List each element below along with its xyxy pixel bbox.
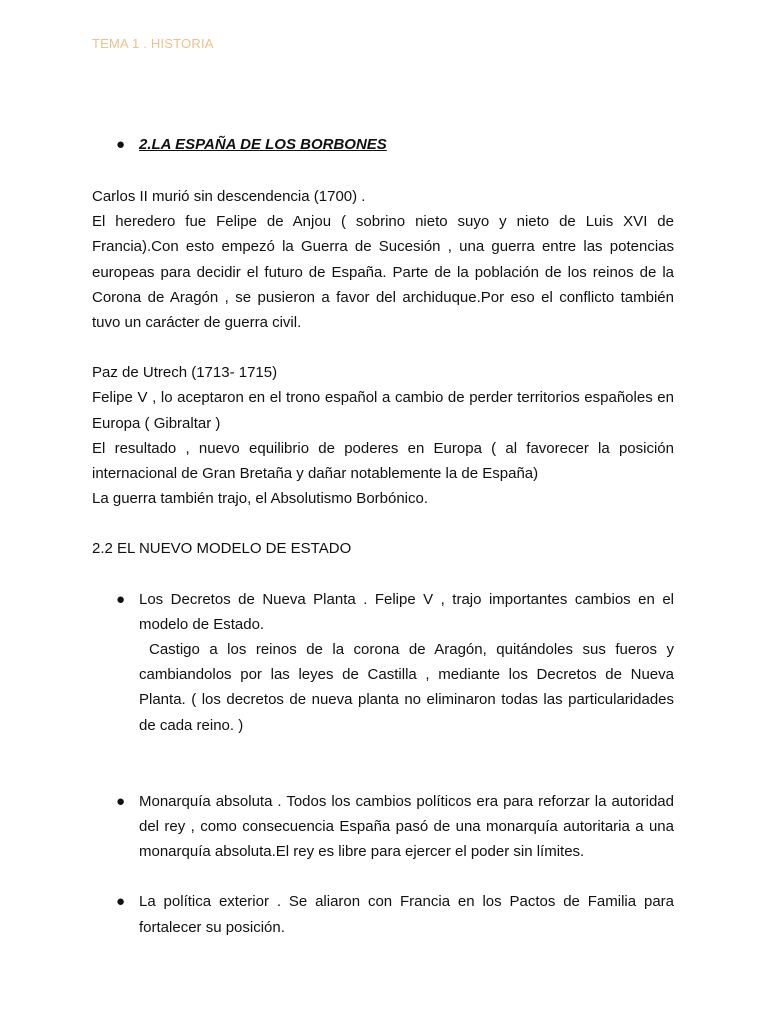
bullet-list <box>92 587 674 940</box>
section-title: 2.LA ESPAÑA DE LOS BORBONES <box>139 136 387 153</box>
paragraph-absolutismo: La guerra también trajo, el Absolutismo Borbónico. <box>92 490 429 508</box>
page-header: TEMA 1 . HISTORIA <box>92 36 214 51</box>
paragraph-heredero: El heredero fue Felipe de Anjou ( sobrino nieto suyo y nieto de Luis XVI de Francia).Con esto empezó la Guerra de Sucesión , una guerra entre las potencias europeas para decidir el futuro de España. Parte de la población de los reinos de la Corona de Aragón , se pusieron a favor del archiduque.Por eso el conflicto también tuvo un carácter de guerra civil. <box>92 213 674 332</box>
list-item <box>92 789 674 865</box>
spacer <box>92 738 674 789</box>
bullet-icon: ● <box>116 136 126 153</box>
spacer <box>92 511 674 536</box>
bullet-icon: ● <box>116 792 126 810</box>
list-item-text-continued: Castigo a los reinos de la corona de Aragón, quitándoles sus fueros y cambiandolos por las leyes de Castilla , mediante los Decretos de Nueva Planta. ( los decretos de nueva planta no eliminaron todas las particularidades de cada reino. ) <box>139 641 674 734</box>
section-heading: 2.2 EL NUEVO MODELO DE ESTADO <box>92 540 352 558</box>
spacer <box>92 335 674 360</box>
bullet-icon: ● <box>116 893 126 911</box>
bullet-icon: ● <box>116 590 126 608</box>
section-title-row <box>92 132 674 157</box>
document-body <box>92 132 674 940</box>
paragraph-felipe-v: Felipe V , lo aceptaron en el trono español a cambio de perder territorios españoles en Europa ( Gibraltar ) <box>92 389 674 432</box>
list-item <box>92 587 674 738</box>
list-item-text: Los Decretos de Nueva Planta . Felipe V , trajo importantes cambios en el modelo de Estado. <box>139 590 674 633</box>
paragraph-resultado: El resultado , nuevo equilibrio de poderes en Europa ( al favorecer la posición internacional de Gran Bretaña y dañar notablemente la de España) <box>92 439 674 483</box>
list-item-text: Monarquía absoluta . Todos los cambios políticos era para reforzar la autoridad del rey , como consecuencia España pasó de una monarquía autoritaria a una monarquía absoluta.El rey es libre para ejercer el poder sin límites. <box>139 792 674 861</box>
spacer <box>92 562 674 587</box>
paragraph-paz-utrech: Paz de Utrech (1713- 1715) <box>92 364 278 382</box>
paragraph-carlos: Carlos II murió sin descendencia (1700) . <box>92 188 366 205</box>
spacer <box>92 864 674 889</box>
list-item <box>92 889 674 939</box>
list-item-text: La política exterior . Se aliaron con Francia en los Pactos de Familia para fortalecer su posición. <box>139 893 674 936</box>
